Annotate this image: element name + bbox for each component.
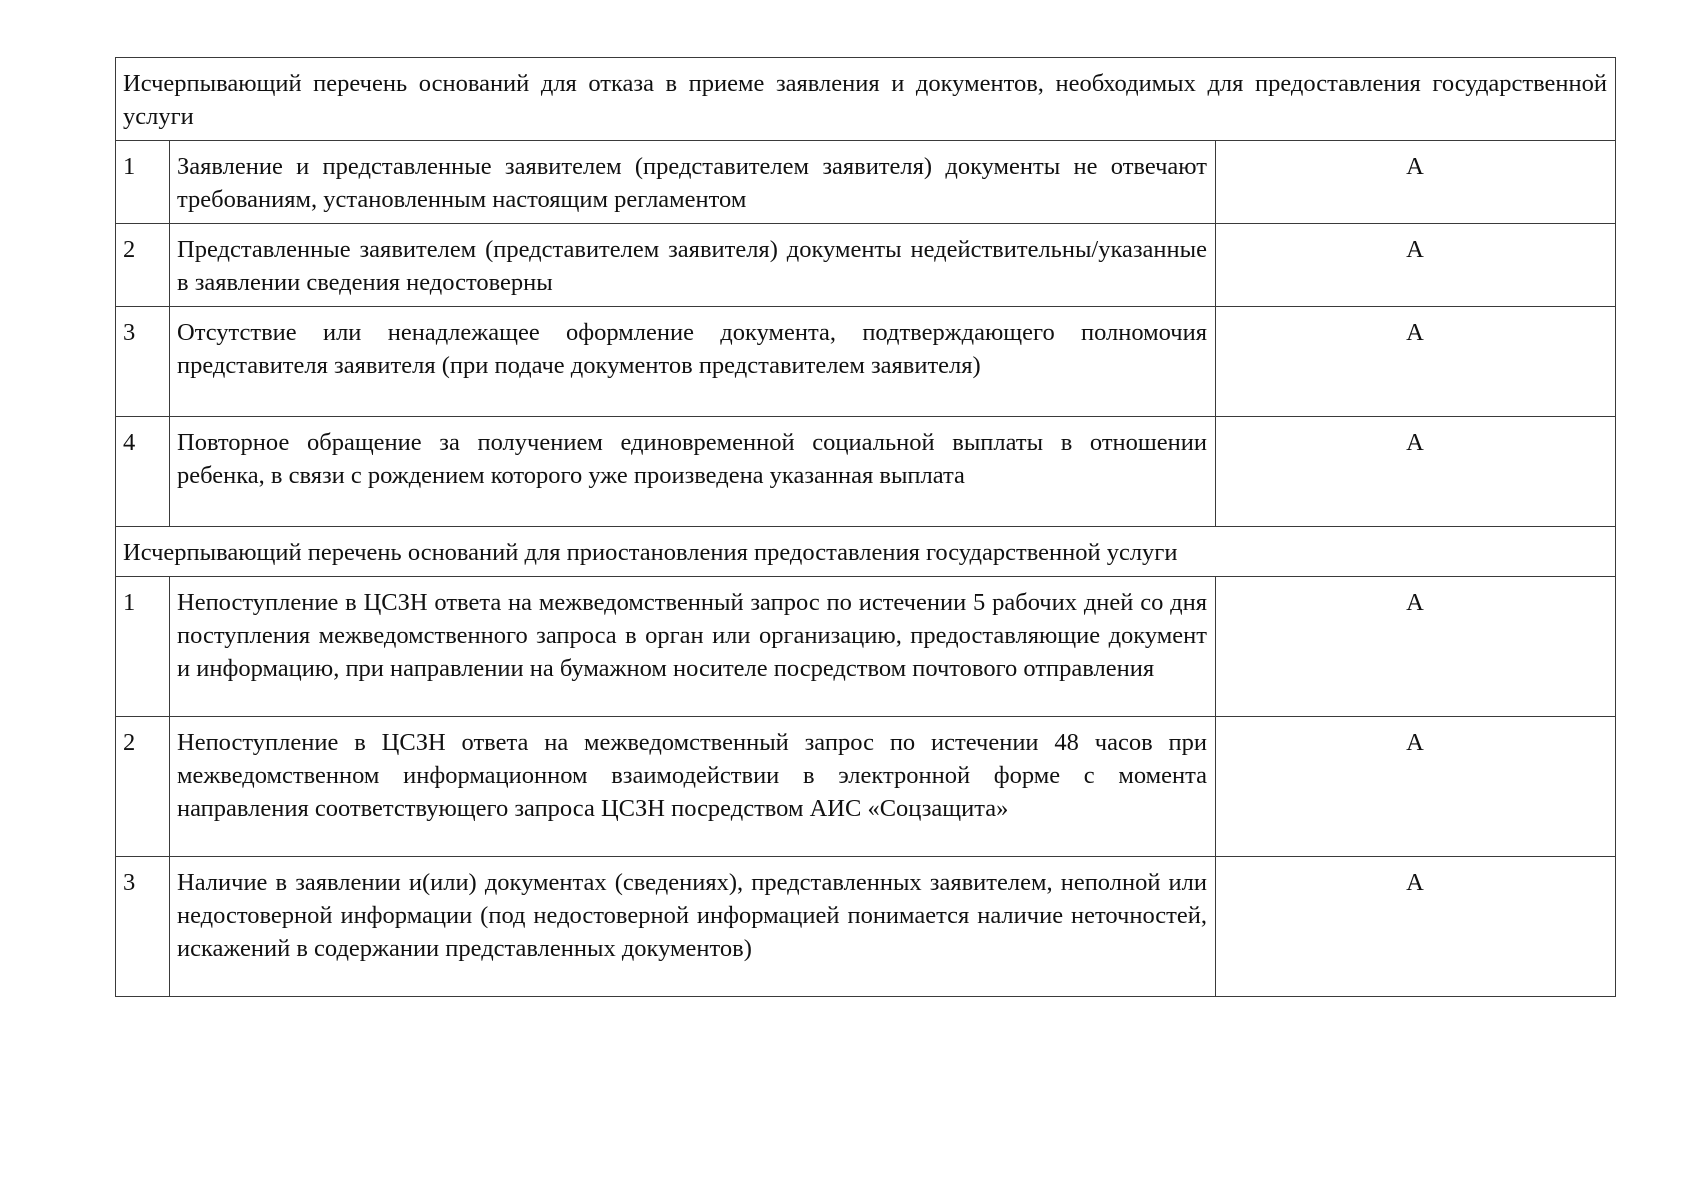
table-row: [116, 717, 1616, 857]
row-number: 3: [116, 307, 170, 417]
table-row: [116, 857, 1616, 997]
row-number: 2: [116, 224, 170, 307]
row-text: Наличие в заявлении и(или) документах (сведениях), представленных заявителем, неполной или недостоверной информации (под недостоверной информацией понимается наличие неточностей, искажений в содержании представленных документов): [170, 857, 1216, 997]
row-number: 1: [116, 141, 170, 224]
row-number: 3: [116, 857, 170, 997]
table-row: [116, 141, 1616, 224]
row-text: Повторное обращение за получением единовременной социальной выплаты в отношении ребенка, в связи с рождением которого уже произведена указанная выплата: [170, 417, 1216, 527]
section-header-row: [116, 58, 1616, 141]
row-mark: А: [1216, 307, 1616, 417]
row-mark: А: [1216, 857, 1616, 997]
row-text: Непоступление в ЦСЗН ответа на межведомственный запрос по истечении 5 рабочих дней со дня поступления межведомственного запроса в орган или организацию, предоставляющие документ и информацию, при направлении на бумажном носителе посредством почтового отправления: [170, 577, 1216, 717]
section-title-suspension: Исчерпывающий перечень оснований для приостановления предоставления государственной услуги: [116, 527, 1616, 577]
row-text: Представленные заявителем (представителем заявителя) документы недействительны/указанные в заявлении сведения недостоверны: [170, 224, 1216, 307]
table-row: [116, 417, 1616, 527]
row-mark: А: [1216, 577, 1616, 717]
table-row: [116, 307, 1616, 417]
row-text: Заявление и представленные заявителем (представителем заявителя) документы не отвечают требованиям, установленным настоящим регламентом: [170, 141, 1216, 224]
row-number: 2: [116, 717, 170, 857]
row-number: 1: [116, 577, 170, 717]
row-text: Отсутствие или ненадлежащее оформление документа, подтверждающего полномочия представителя заявителя (при подаче документов представителем заявителя): [170, 307, 1216, 417]
row-mark: А: [1216, 141, 1616, 224]
row-mark: А: [1216, 224, 1616, 307]
table-row: [116, 577, 1616, 717]
table-row: [116, 224, 1616, 307]
row-number: 4: [116, 417, 170, 527]
row-mark: А: [1216, 717, 1616, 857]
row-text: Непоступление в ЦСЗН ответа на межведомственный запрос по истечении 48 часов при межведомственном информационном взаимодействии в электронной форме с момента направления соответствующего запроса ЦСЗН посредством АИС «Соцзащита»: [170, 717, 1216, 857]
grounds-table: [115, 57, 1616, 997]
section-title-refusal: Исчерпывающий перечень оснований для отказа в приеме заявления и документов, необходимых для предоставления государственной услуги: [116, 58, 1616, 141]
row-mark: А: [1216, 417, 1616, 527]
section-header-row: [116, 527, 1616, 577]
